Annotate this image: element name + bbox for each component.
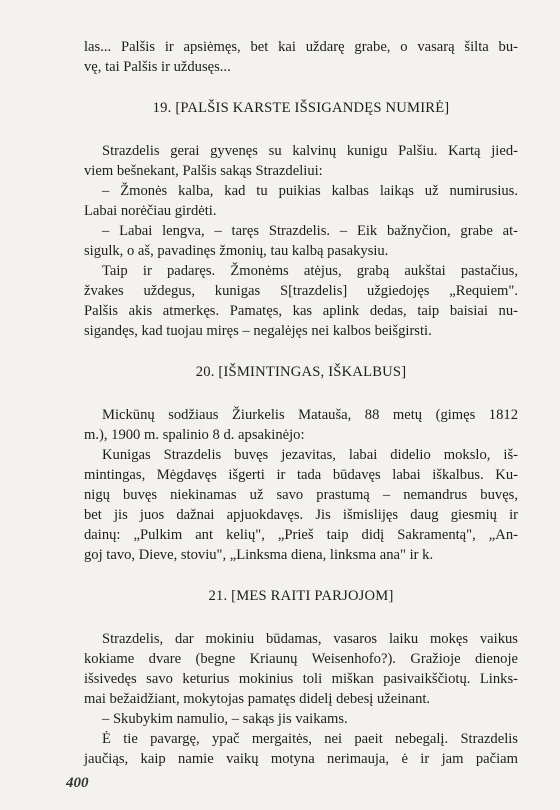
paragraph-line: Taip ir padaręs. Žmonėms atėjus, grabą aukštai pastačius, (102, 263, 518, 279)
paragraph-line: Mickūnų sodžiaus Žiurkelis Matauša, 88 metų (gimęs 1812 (102, 407, 518, 423)
paragraph-line: – Skubykim namulio, – sakąs jis vaikams. (102, 711, 348, 727)
page-number: 400 (66, 775, 89, 791)
paragraph-line: išsivedęs savo keturius mokinius toli miškan pasivaikščiotų. Links- (84, 671, 518, 687)
intro-line: las... Palšis ir apsiėmęs, bet kai uždarę grabe, o vasarą šilta bu- (84, 39, 518, 55)
paragraph-line: mintingas, Mėgdavęs išgerti ir tada būdavęs labai iškalbus. Ku- (84, 467, 518, 483)
section-heading: 21. [MES RAITI PARJOJOM] (208, 588, 394, 604)
paragraph-line: Kunigas Strazdelis buvęs jezavitas, labai didelio mokslo, iš- (102, 447, 518, 463)
paragraph-line: Ė tie pavargę, ypač mergaitės, nei paeit nebegalį. Strazdelis (102, 731, 518, 747)
paragraph-line: sigandęs, kad tuojau miręs – negalėjęs nei kalbos beišgirsti. (84, 323, 432, 339)
paragraph-line: mai bežaidžiant, mokytojas pamatęs didelį debesį užeinant. (84, 691, 431, 707)
section-heading: 20. [IŠMINTINGAS, IŠKALBUS] (195, 364, 407, 380)
section-heading: 19. [PALŠIS KARSTE IŠSIGANDĘS NUMIRĖ] (152, 100, 450, 116)
intro-line: vę, tai Palšis ir uždusęs... (84, 59, 231, 75)
paragraph-line: Strazdelis, dar mokiniu būdamas, vasaros laiku mokęs vaikus (102, 631, 518, 647)
paragraph-line: Palšis akis atmerkęs. Pamatęs, kas aplink dedas, taip baisiai nu- (84, 303, 518, 319)
paragraph-line: sigulk, o aš, pavadinęs žmonių, tau kalbą pasakysiu. (84, 243, 389, 259)
paragraph-line: nigų buvęs niekinamas už savo prastumą – nemandrus buvęs, (84, 487, 518, 503)
paragraph-line: m.), 1900 m. spalinio 8 d. apsakinėjo: (84, 427, 305, 443)
paragraph-line: goj tavo, Dieve, stoviu", „Linksma diena, linksma ana" ir k. (84, 547, 434, 563)
paragraph-line: jaučiąs, kaip namie vaikų motyna nerimauja, ė ir jam pačiam (84, 751, 518, 767)
paragraph-line: žvakes uždegus, kunigas S[trazdelis] užgiedojęs „Requiem". (84, 283, 518, 299)
paragraph-line: viem bešnekant, Palšis sakąs Strazdeliui: (84, 163, 323, 179)
paragraph-line: – Žmonės kalba, kad tu puikias kalbas laikąs už numirusius. (102, 183, 518, 199)
paragraph-line: Strazdelis gerai gyvenęs su kalvinų kunigu Palšiu. Kartą jied- (102, 143, 518, 159)
paragraph-line: – Labai lengva, – taręs Strazdelis. – Eik bažnyčion, grabe at- (102, 223, 518, 239)
paragraph-line: kokiame dvare (begne Kriaunų Weisenhofo?). Gražioje dienoje (84, 651, 518, 667)
paragraph-line: Labai norėčiau girdėti. (84, 203, 217, 219)
paragraph-line: bet jis juos dažnai apjuokdavęs. Jis išmislijęs daug giesmių ir (84, 507, 518, 523)
paragraph-line: dainų: „Pulkim ant kelių", „Prieš taip didį Sakramentą", „An- (84, 527, 518, 543)
